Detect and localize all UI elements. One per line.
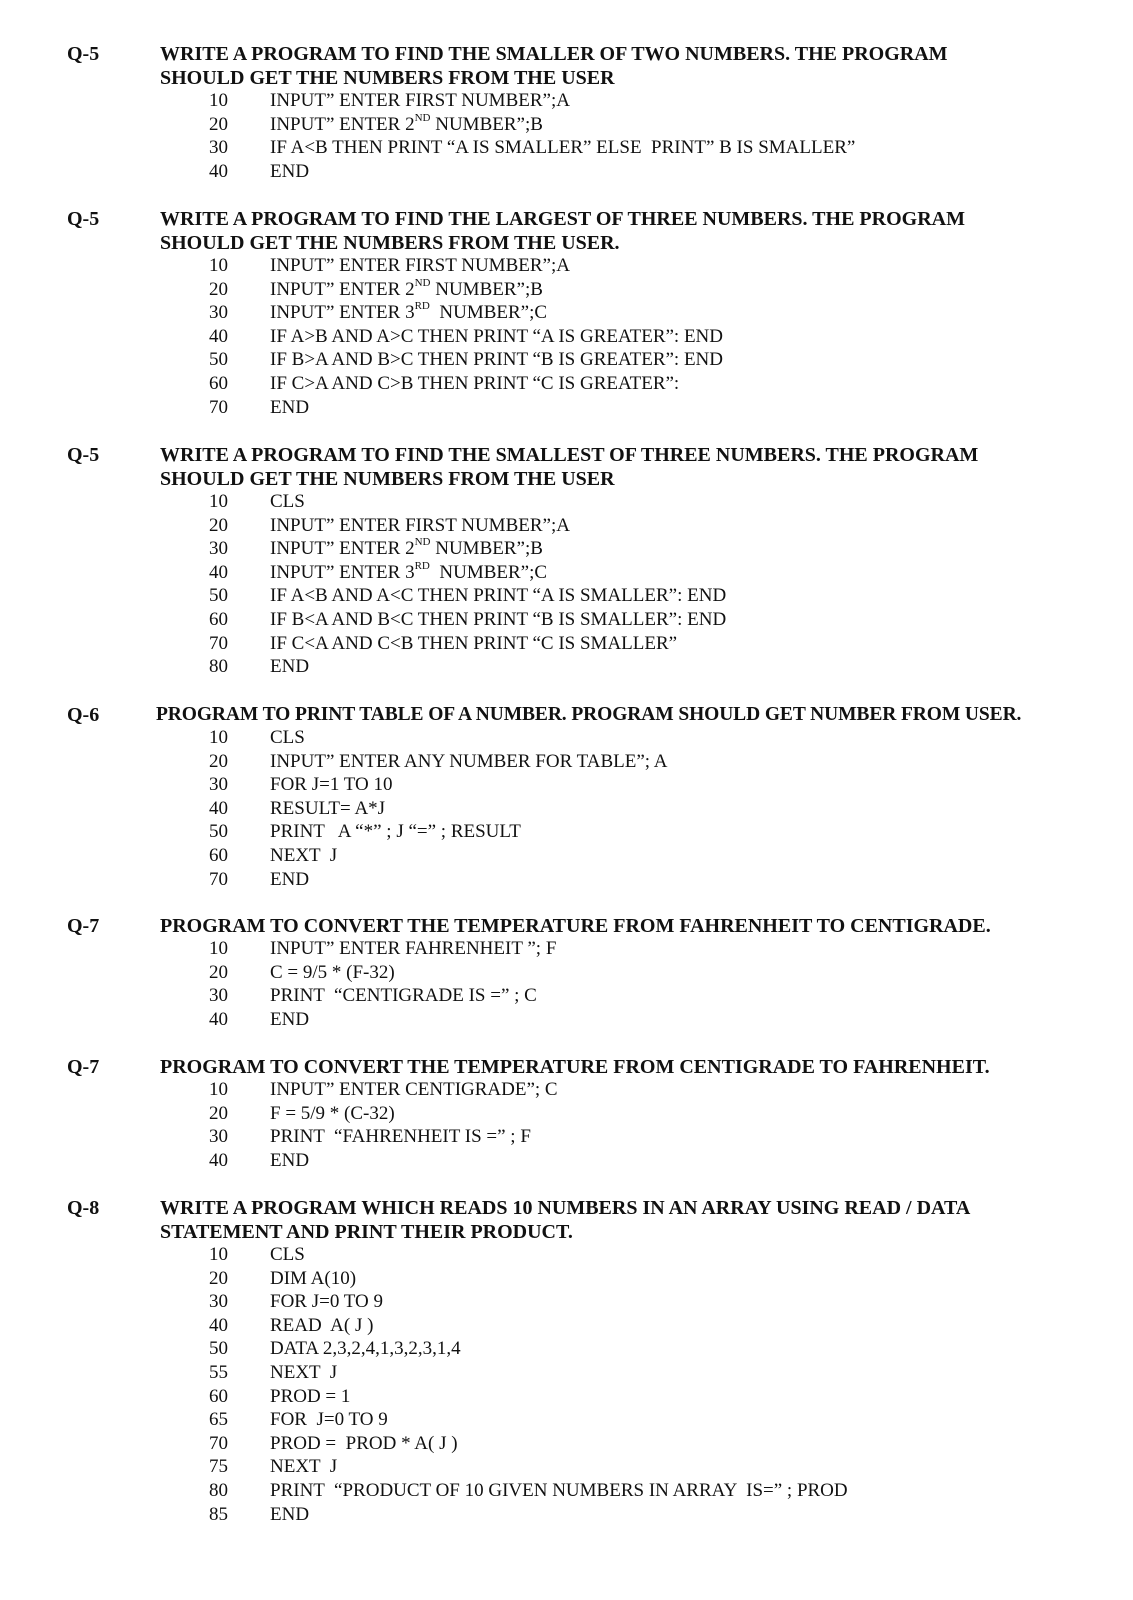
code-listing [0, 254, 1133, 419]
ordinal-superscript: ND [414, 536, 431, 549]
code-line [0, 1149, 1133, 1173]
line-number: 65 [209, 1409, 228, 1431]
question-title [160, 914, 1120, 938]
code-statement: NEXT J [270, 1361, 338, 1383]
code-line [0, 868, 1133, 892]
code-line [0, 1408, 1133, 1432]
code-listing [0, 490, 1133, 679]
code-statement: PRINT “PRODUCT OF 10 GIVEN NUMBERS IN ARRAY IS=” ; PROD [270, 1479, 848, 1501]
code-statement: PROD = PROD * A( J ) [270, 1432, 458, 1454]
code-statement: INPUT” ENTER FIRST NUMBER”;A [270, 255, 570, 276]
line-number: 20 [209, 514, 228, 536]
code-listing [0, 1243, 1133, 1526]
code-statement: INPUT” ENTER ANY NUMBER FOR TABLE”; A [270, 750, 668, 772]
line-number: 20 [209, 750, 228, 772]
line-number: 10 [209, 491, 228, 512]
question-title-line: PROGRAM TO CONVERT THE TEMPERATURE FROM FAHRENHEIT TO CENTIGRADE. [160, 915, 991, 937]
code-statement: CLS [270, 727, 305, 748]
code-statement: IF A>B AND A>C THEN PRINT “A IS GREATER”: END [270, 325, 724, 347]
code-line [0, 1243, 1133, 1267]
code-line [0, 348, 1133, 372]
ordinal-superscript: RD [414, 300, 430, 313]
question-number: Q-7 [67, 1056, 100, 1078]
question-title [160, 1055, 1120, 1079]
code-statement: RESULT= A*J [270, 797, 386, 819]
code-line [0, 844, 1133, 868]
code-statement: INPUT” ENTER 2ND NUMBER”;B [270, 276, 543, 300]
code-line [0, 608, 1133, 632]
code-statement: CLS [270, 491, 305, 512]
code-statement: END [270, 1008, 310, 1030]
question-title-line: SHOULD GET THE NUMBERS FROM THE USER. [160, 232, 620, 254]
line-number: 70 [209, 1432, 228, 1454]
code-line [0, 490, 1133, 514]
code-statement: IF B>A AND B>C THEN PRINT “B IS GREATER”: END [270, 349, 724, 371]
code-line [0, 797, 1133, 821]
code-statement: INPUT” ENTER FIRST NUMBER”;A [270, 514, 570, 536]
line-number: 20 [209, 113, 228, 135]
code-statement: DATA 2,3,2,4,1,3,2,3,1,4 [270, 1338, 461, 1360]
code-statement: IF C>A AND C>B THEN PRINT “C IS GREATER”: [270, 372, 680, 394]
code-statement: END [270, 160, 310, 182]
line-number: 40 [209, 1314, 228, 1336]
code-statement: F = 5/9 * (C-32) [270, 1102, 395, 1124]
code-line [0, 561, 1133, 585]
line-number: 30 [209, 538, 228, 560]
line-number: 75 [209, 1456, 228, 1478]
line-number: 80 [209, 1479, 228, 1501]
code-statement: PROD = 1 [270, 1385, 351, 1407]
line-number: 80 [209, 656, 228, 678]
code-line [0, 1337, 1133, 1361]
code-statement: FOR J=0 TO 9 [270, 1291, 383, 1313]
code-line [0, 301, 1133, 325]
code-line [0, 372, 1133, 396]
code-line [0, 632, 1133, 656]
code-line [0, 961, 1133, 985]
code-line [0, 584, 1133, 608]
code-line [0, 1455, 1133, 1479]
question-title [160, 1196, 1120, 1244]
code-line [0, 750, 1133, 774]
code-line [0, 1008, 1133, 1032]
code-statement: CLS [270, 1244, 305, 1265]
line-number: 10 [209, 1244, 228, 1265]
line-number: 10 [209, 90, 228, 111]
question-title-line: PROGRAM TO PRINT TABLE OF A NUMBER. PROGRAM SHOULD GET NUMBER FROM USER. [156, 704, 1022, 725]
code-line [0, 160, 1133, 184]
line-number: 70 [209, 632, 228, 654]
line-number: 40 [209, 160, 228, 182]
code-statement: DIM A(10) [270, 1267, 357, 1289]
question-title [160, 207, 1120, 255]
line-number: 30 [209, 137, 228, 159]
code-statement: INPUT” ENTER 3RD NUMBER”;C [270, 300, 548, 324]
ordinal-superscript: ND [414, 276, 431, 289]
code-statement: FOR J=1 TO 10 [270, 774, 393, 796]
code-statement: IF C<A AND C<B THEN PRINT “C IS SMALLER” [270, 632, 678, 654]
code-statement: END [270, 396, 310, 418]
question-title [160, 42, 1120, 90]
code-line [0, 1078, 1133, 1102]
line-number: 20 [209, 1102, 228, 1124]
code-statement: INPUT” ENTER FIRST NUMBER”;A [270, 90, 570, 111]
line-number: 60 [209, 608, 228, 630]
code-line [0, 1503, 1133, 1527]
code-line [0, 1267, 1133, 1291]
question-title-line: STATEMENT AND PRINT THEIR PRODUCT. [160, 1221, 573, 1243]
line-number: 40 [209, 325, 228, 347]
code-statement: INPUT” ENTER 3RD NUMBER”;C [270, 559, 548, 583]
code-statement: INPUT” ENTER 2ND NUMBER”;B [270, 536, 543, 560]
line-number: 10 [209, 938, 228, 959]
code-listing [0, 89, 1133, 183]
code-line [0, 1102, 1133, 1126]
question-title [156, 703, 1116, 727]
line-number: 50 [209, 1338, 228, 1360]
code-listing [0, 937, 1133, 1031]
question-title-line: SHOULD GET THE NUMBERS FROM THE USER [160, 67, 615, 89]
code-statement: INPUT” ENTER FAHRENHEIT ”; F [270, 938, 557, 959]
code-statement: NEXT J [270, 1456, 338, 1478]
code-line [0, 984, 1133, 1008]
code-line [0, 820, 1133, 844]
line-number: 40 [209, 797, 228, 819]
code-line [0, 325, 1133, 349]
code-line [0, 1290, 1133, 1314]
code-statement: END [270, 1503, 310, 1525]
line-number: 30 [209, 1291, 228, 1313]
code-line [0, 1125, 1133, 1149]
code-statement: IF A<B THEN PRINT “A IS SMALLER” ELSE PRINT” B IS SMALLER” [270, 137, 856, 159]
line-number: 60 [209, 1385, 228, 1407]
line-number: 20 [209, 961, 228, 983]
line-number: 50 [209, 585, 228, 607]
line-number: 40 [209, 561, 228, 583]
question-title-line: SHOULD GET THE NUMBERS FROM THE USER [160, 468, 615, 490]
code-line [0, 1361, 1133, 1385]
line-number: 40 [209, 1149, 228, 1171]
code-statement: READ A( J ) [270, 1314, 374, 1336]
question-number: Q-5 [67, 208, 100, 230]
code-statement: END [270, 656, 310, 678]
line-number: 30 [209, 1126, 228, 1148]
code-listing [0, 1078, 1133, 1172]
code-statement: PRINT A “*” ; J “=” ; RESULT [270, 821, 521, 843]
question-number: Q-6 [67, 704, 100, 726]
line-number: 85 [209, 1503, 228, 1525]
question-title-line: WRITE A PROGRAM WHICH READS 10 NUMBERS IN AN ARRAY USING READ / DATA [160, 1197, 971, 1219]
code-statement: INPUT” ENTER 2ND NUMBER”;B [270, 111, 543, 135]
line-number: 20 [209, 1267, 228, 1289]
code-listing [0, 726, 1133, 891]
code-line [0, 89, 1133, 113]
line-number: 40 [209, 1008, 228, 1030]
code-line [0, 136, 1133, 160]
question-number: Q-5 [67, 444, 100, 466]
code-statement: C = 9/5 * (F-32) [270, 961, 395, 983]
code-statement: PRINT “CENTIGRADE IS =” ; C [270, 985, 537, 1007]
code-statement: IF B<A AND B<C THEN PRINT “B IS SMALLER”: END [270, 608, 727, 630]
code-line [0, 113, 1133, 137]
code-line [0, 278, 1133, 302]
line-number: 70 [209, 868, 228, 890]
code-line [0, 1432, 1133, 1456]
code-statement: END [270, 868, 310, 890]
code-line [0, 773, 1133, 797]
code-statement: IF A<B AND A<C THEN PRINT “A IS SMALLER”: END [270, 585, 727, 607]
question-title-line: WRITE A PROGRAM TO FIND THE SMALLER OF TWO NUMBERS. THE PROGRAM [160, 43, 948, 65]
question-number: Q-5 [67, 43, 100, 65]
line-number: 10 [209, 727, 228, 748]
line-number: 30 [209, 985, 228, 1007]
code-line [0, 1479, 1133, 1503]
code-line [0, 537, 1133, 561]
line-number: 30 [209, 774, 228, 796]
code-line [0, 1314, 1133, 1338]
question-number: Q-7 [67, 915, 100, 937]
code-line [0, 396, 1133, 420]
question-title-line: WRITE A PROGRAM TO FIND THE LARGEST OF THREE NUMBERS. THE PROGRAM [160, 208, 965, 230]
line-number: 30 [209, 302, 228, 324]
line-number: 10 [209, 1079, 228, 1100]
line-number: 70 [209, 396, 228, 418]
question-title [160, 443, 1120, 491]
code-statement: END [270, 1149, 310, 1171]
line-number: 10 [209, 255, 228, 276]
question-title-line: PROGRAM TO CONVERT THE TEMPERATURE FROM CENTIGRADE TO FAHRENHEIT. [160, 1056, 990, 1078]
code-statement: NEXT J [270, 844, 338, 866]
code-line [0, 1385, 1133, 1409]
code-statement: FOR J=0 TO 9 [270, 1409, 388, 1431]
line-number: 20 [209, 278, 228, 300]
line-number: 55 [209, 1361, 228, 1383]
code-statement: INPUT” ENTER CENTIGRADE”; C [270, 1079, 558, 1100]
ordinal-superscript: ND [414, 111, 431, 124]
line-number: 50 [209, 821, 228, 843]
code-statement: PRINT “FAHRENHEIT IS =” ; F [270, 1126, 531, 1148]
code-line [0, 937, 1133, 961]
code-line [0, 726, 1133, 750]
line-number: 60 [209, 844, 228, 866]
line-number: 60 [209, 372, 228, 394]
line-number: 50 [209, 349, 228, 371]
code-line [0, 254, 1133, 278]
question-number: Q-8 [67, 1197, 100, 1219]
question-title-line: WRITE A PROGRAM TO FIND THE SMALLEST OF THREE NUMBERS. THE PROGRAM [160, 444, 979, 466]
code-line [0, 514, 1133, 538]
code-line [0, 655, 1133, 679]
ordinal-superscript: RD [414, 559, 430, 572]
